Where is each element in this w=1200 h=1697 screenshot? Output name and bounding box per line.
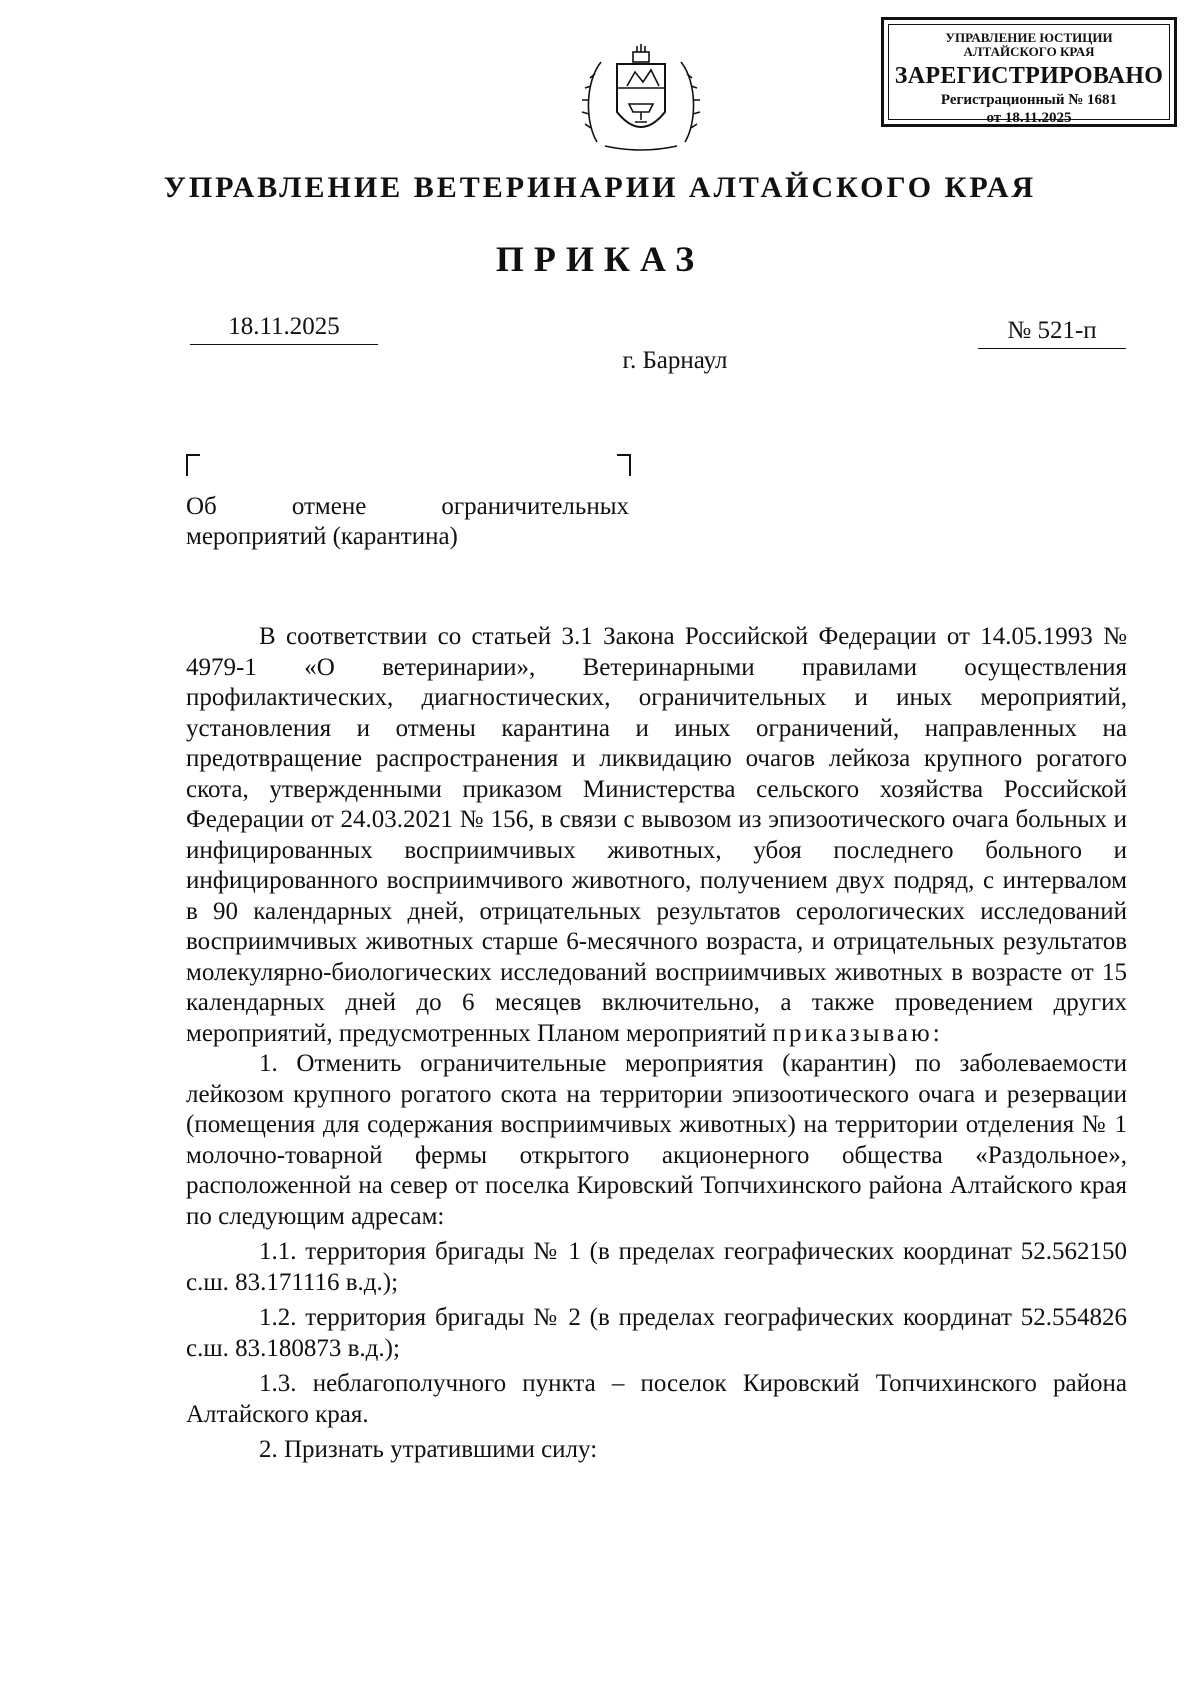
subject-line-2: мероприятий (карантина)	[186, 523, 458, 550]
order-word: приказываю:	[772, 1019, 943, 1047]
item-1-3-paragraph: 1.3. неблагополучного пункта – поселок Кировский Топчихинского района Алтайского края.	[186, 1370, 1127, 1428]
registration-stamp	[881, 17, 1177, 127]
stamp-inner-border	[888, 24, 1170, 126]
stamp-reg-number: Регистрационный № 1681	[940, 92, 1118, 108]
subject-corner-left	[186, 454, 200, 476]
item-1-paragraph: 1. Отменить ограничительные мероприятия (карантин) по заболеваемости лейкозом крупного рогатого скота на территории эпизоотического очага и резервации (помещения для содержания восприимчивых животных) на территории отделения № 1 молочно-товарной фермы открытого акционерного общества «Раздольное», расположенной на север от поселка Кировский Топчихинского района Алтайского края по следующим адресам:	[186, 1050, 1127, 1230]
subject-line-1: Об отмене ограничительных	[186, 493, 629, 520]
document-city: г. Барнаул	[622, 347, 728, 374]
stamp-status: ЗАРЕГИСТРИРОВАНО	[894, 63, 1164, 89]
preamble-paragraph	[186, 622, 1127, 1049]
document-type: ПРИКАЗ	[495, 239, 705, 279]
stamp-authority-line2: АЛТАЙСКОГО КРАЯ	[963, 44, 1095, 59]
stamp-authority-line1: УПРАВЛЕНИЕ ЮСТИЦИИ	[945, 30, 1113, 45]
preamble-text: В соответствии со статьей 3.1 Закона Российской Федерации от 14.05.1993 № 4979-1 «О ветеринарии», Ветеринарными правилами осуществления профилактических, диагностических, ограничительных и иных мероприятий, установления и отмены карантина и иных ограничений, направленных на предотвращение распространения и ликвидацию очагов лейкоза крупного рогатого скота, утвержденными приказом Министерства сельского хозяйства Российской Федерации от 24.03.2021 № 156, в связи с вывозом из эпизоотического очага больных и инфицированных восприимчивых животных, убоя последнего больного и инфицированного восприимчивого животного, получением двух подряд, с интервалом в 90 календарных дней, отрицательных результатов серологических исследований восприимчивых животных старше 6-месячного возраста, и отрицательных результатов молекулярно-биологических исследований восприимчивых животных в возрасте от 15 календарных дней до 6 месяцев включительно, а также проведением других мероприятий, предусмотренных Планом мероприятий	[186, 623, 1127, 1047]
coat-of-arms-icon	[577, 42, 705, 154]
item-1-2-paragraph: 1.2. территория бригады № 2 (в пределах географических координат 52.554826 с.ш. 83.180873 в.д.);	[186, 1304, 1127, 1362]
document-date: 18.11.2025	[190, 312, 378, 345]
organization-name: УПРАВЛЕНИЕ ВЕТЕРИНАРИИ АЛТАЙСКОГО КРАЯ	[163, 171, 1037, 204]
document-subject	[186, 492, 629, 552]
subject-corner-right	[617, 454, 631, 476]
stamp-reg-date: от 18.11.2025	[986, 110, 1072, 126]
item-1-1-paragraph: 1.1. территория бригады № 1 (в пределах географических координат 52.562150 с.ш. 83.171116 в.д.);	[186, 1238, 1127, 1296]
document-number: № 521-п	[978, 316, 1126, 349]
document-body	[186, 622, 1127, 1466]
item-2-paragraph: 2. Признать утратившими силу:	[259, 1436, 598, 1463]
